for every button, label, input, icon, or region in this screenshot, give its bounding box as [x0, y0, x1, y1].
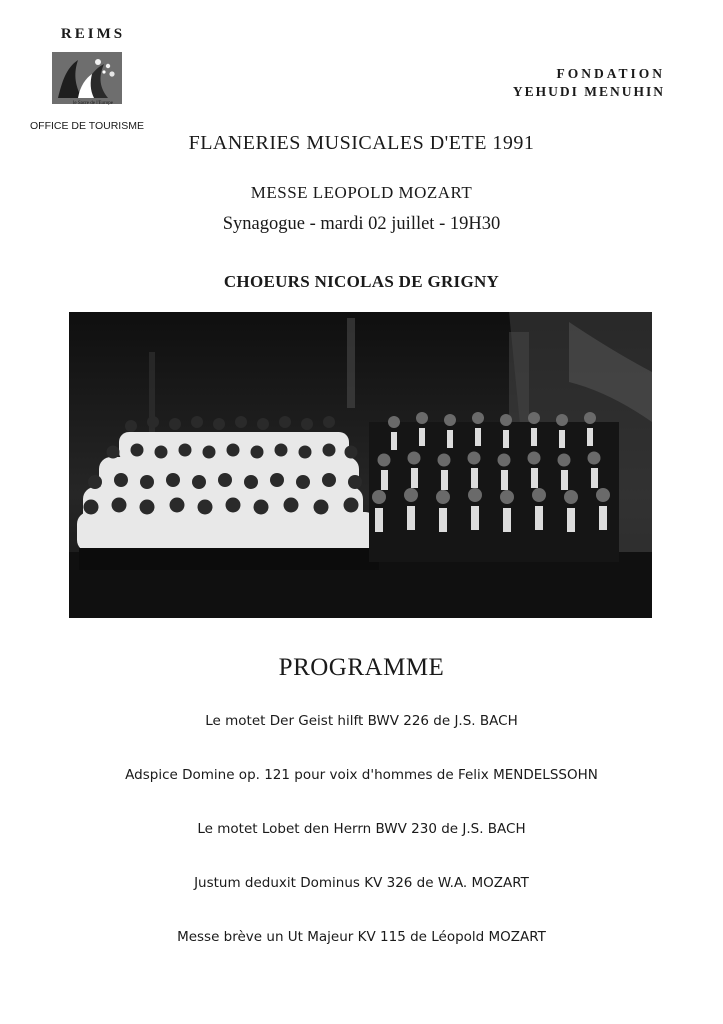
office-de-tourisme: OFFICE DE TOURISME [30, 120, 144, 132]
choir-name: CHOEURS NICOLAS DE GRIGNY [223, 272, 500, 291]
programme-item: Le motet Der Geist hilft BWV 226 de J.S. BACH [205, 713, 518, 729]
reims-logo-emblem [52, 52, 122, 104]
concert-title: MESSE LEOPOLD MOZART [250, 183, 473, 202]
programme-item: Adspice Domine op. 121 pour voix d'hommes de Felix MENDELSSOHN [125, 767, 598, 783]
foundation-name-line2: YEHUDI MENUHIN [512, 84, 665, 99]
foundation-name-line1: FONDATION [556, 66, 665, 81]
programme-heading: PROGRAMME [278, 654, 445, 681]
choir-photograph [69, 312, 652, 618]
logo-caption: le Sacre de l'Europe [73, 101, 113, 106]
logo-city-name: REIMS [60, 26, 126, 42]
programme-item: Messe brève un Ut Majeur KV 115 de Léopold MOZART [177, 929, 546, 945]
festival-title: FLANERIES MUSICALES D'ETE 1991 [188, 132, 535, 154]
programme-item: Justum deduxit Dominus KV 326 de W.A. MOZART [194, 875, 529, 891]
programme-item: Le motet Lobet den Herrn BWV 230 de J.S. BACH [197, 821, 526, 837]
venue-date-time: Synagogue - mardi 02 juillet - 19H30 [222, 214, 501, 234]
